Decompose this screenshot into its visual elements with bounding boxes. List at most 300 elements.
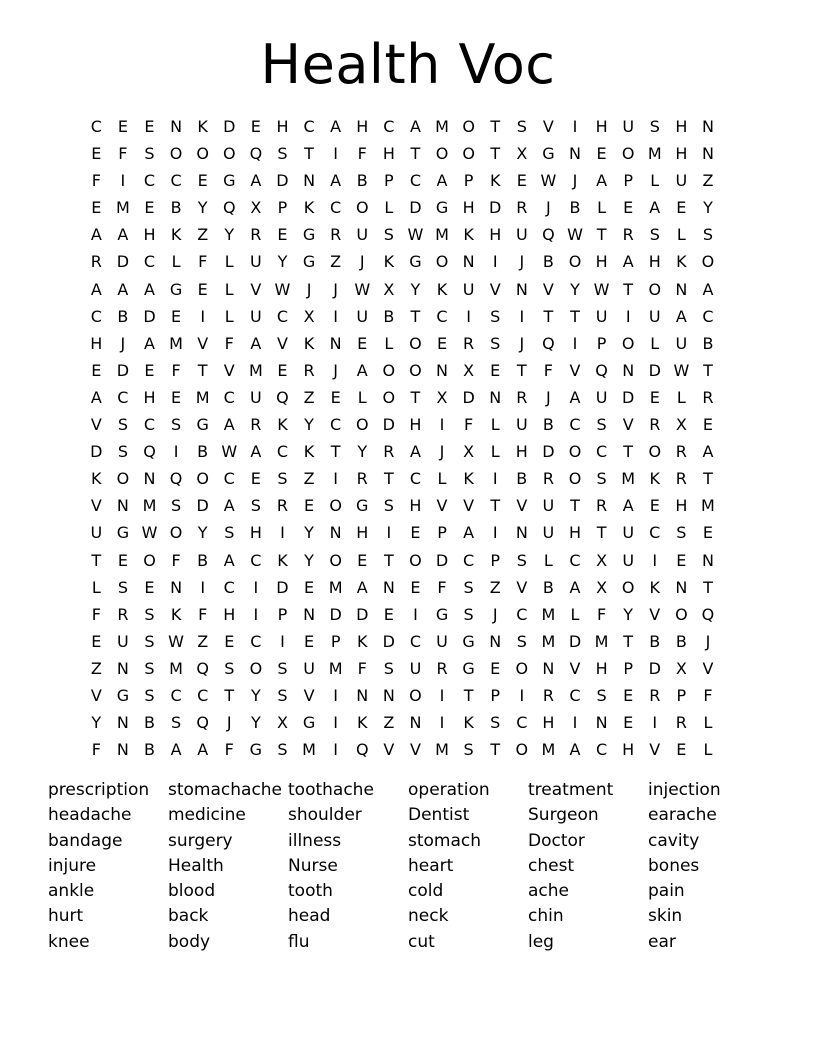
grid-letter: M [115,198,130,218]
grid-letter: O [435,252,449,272]
grid-letter: C [223,387,235,407]
grid-letter: O [701,252,715,272]
grid-letter: M [142,496,157,516]
grid-letter: O [409,685,422,705]
grid-letter: K [356,713,368,733]
grid-letter: S [596,685,607,705]
grid-letter: D [622,387,635,407]
grid-letter: V [197,333,209,353]
grid-letter: E [250,469,261,489]
grid-letter: O [249,658,263,678]
grid-letter: D [409,198,422,218]
grid-letter: A [144,279,155,299]
grid-letter: X [675,415,687,435]
grid-letter: A [596,171,608,191]
grid-letter: N [382,577,395,597]
grid-letter: K [277,415,288,435]
grid-letter: K [463,713,474,733]
grid-letter: K [303,198,315,218]
grid-letter: C [569,415,581,435]
grid-letter: C [649,523,661,543]
grid-letter: W [141,523,158,543]
grid-letter: S [702,225,714,245]
grid-letter: C [595,442,608,462]
grid-letter: V [649,604,661,624]
grid-letter: E [171,306,182,326]
word-list-item: Doctor [528,830,585,851]
grid-letter: E [91,198,102,218]
grid-letter: R [303,360,315,380]
grid-letter: E [91,360,102,380]
word-list-item: prescription [48,780,150,800]
grid-letter: C [170,171,182,191]
grid-letter: A [144,333,155,353]
grid-letter: X [436,387,448,407]
grid-letter: O [568,469,582,489]
grid-letter: X [596,550,608,570]
grid-letter: E [144,577,155,597]
grid-letter: S [117,415,128,435]
grid-letter: G [356,496,369,516]
grid-letter: J [306,279,312,299]
grid-letter: S [490,713,501,733]
grid-letter: C [702,306,714,326]
grid-letter: H [515,442,528,462]
grid-letter: A [250,333,262,353]
grid-letter: Y [623,604,634,624]
grid-letter: A [649,198,661,218]
grid-letter: C [569,685,581,705]
grid-letter: N [701,117,714,136]
grid-letter: K [463,225,474,245]
grid-letter: F [543,360,553,380]
grid-letter: K [277,550,288,570]
grid-letter: U [462,279,475,299]
grid-letter: A [117,279,129,299]
grid-letter: S [463,577,474,597]
grid-letter: G [542,144,555,164]
grid-letter: C [276,442,289,462]
grid-letter: A [250,442,262,462]
word-list-item: operation [408,780,490,800]
grid-letter: O [515,740,529,760]
grid-letter: F [703,685,713,705]
grid-letter: O [169,523,183,543]
grid-letter: R [117,604,129,624]
grid-letter: L [224,252,234,272]
grid-letter: T [596,523,607,543]
grid-letter: R [675,713,687,733]
grid-letter: D [382,415,395,435]
grid-letter: O [648,279,662,299]
grid-letter: S [463,740,474,760]
grid-letter: S [463,604,474,624]
grid-letter: V [383,740,395,760]
grid-letter: O [515,658,529,678]
grid-letter: C [223,577,235,597]
grid-letter: K [170,225,182,245]
grid-letter: I [519,685,525,705]
grid-letter: A [569,577,581,597]
grid-letter: L [490,442,500,462]
grid-letter: E [596,144,607,164]
word-list-item: injection [648,780,721,800]
grid-letter: S [596,415,607,435]
grid-letter: A [223,496,235,516]
grid-letter: S [117,442,128,462]
grid-letter: O [435,144,449,164]
grid-letter: Y [91,713,102,733]
grid-letter: I [333,469,338,489]
grid-letter: D [648,658,661,678]
grid-letter: Y [277,252,288,272]
word-list-item: skin [648,906,683,927]
grid-letter: I [280,631,285,651]
grid-letter: C [436,306,448,326]
grid-letter: H [462,198,475,218]
grid-letter: I [439,685,445,705]
grid-letter: M [169,333,183,353]
grid-letter: I [439,713,445,733]
grid-letter: V [569,658,581,678]
grid-letter: J [546,387,551,407]
grid-letter: H [568,523,581,543]
word-list-item: ankle [48,881,95,902]
grid-letter: E [516,171,527,191]
grid-letter: X [675,658,687,678]
grid-letter: N [701,144,714,164]
grid-letter: C [595,740,608,760]
grid-letter: K [303,442,315,462]
grid-letter: K [356,631,368,651]
grid-letter: C [90,117,102,136]
grid-letter: K [676,252,687,272]
grid-letter: L [543,550,553,570]
grid-letter: B [356,171,368,191]
grid-letter: T [570,496,580,516]
grid-letter: U [675,333,688,353]
grid-letter: A [223,550,235,570]
word-list-item: cavity [648,830,700,851]
grid-letter: I [333,740,338,760]
grid-letter: T [330,442,341,462]
grid-letter: U [303,658,315,678]
grid-letter: D [435,550,449,570]
grid-letter: T [623,442,634,462]
grid-letter: S [490,333,501,353]
grid-letter: E [490,360,501,380]
grid-letter: O [382,360,396,380]
grid-letter: I [280,523,285,543]
grid-letter: S [277,740,288,760]
grid-letter: F [91,604,101,624]
grid-letter: Q [196,713,209,733]
grid-letter: U [250,252,262,272]
grid-letter: B [117,306,129,326]
grid-letter: P [623,171,633,191]
word-list-item: chest [528,855,575,876]
grid-letter: E [303,577,315,597]
grid-letter: P [490,685,501,705]
word-list-item: injure [48,855,97,876]
grid-letter: C [90,306,102,326]
grid-letter: N [569,144,581,164]
grid-letter: D [356,604,369,624]
grid-letter: G [462,658,475,678]
grid-letter: D [568,631,582,651]
grid-letter: F [91,740,101,760]
grid-letter: N [701,550,714,570]
grid-letter: S [224,523,235,543]
grid-letter: V [90,685,102,705]
grid-letter: N [303,171,316,191]
grid-letter: L [650,171,660,191]
grid-letter: L [224,279,234,299]
grid-letter: H [90,333,103,353]
grid-letter: A [436,171,448,191]
grid-letter: I [492,523,498,543]
grid-letter: F [596,604,607,624]
grid-letter: S [144,658,155,678]
grid-letter: P [437,523,447,543]
grid-letter: L [437,469,447,489]
grid-letter: H [276,117,289,136]
word-list-item: cut [408,931,435,952]
grid-letter: Z [197,631,209,651]
grid-letter: V [569,360,581,380]
grid-letter: J [519,252,525,272]
grid-letter: K [197,117,208,136]
grid-letter: X [516,144,528,164]
grid-letter: L [676,225,686,245]
grid-letter: J [333,360,338,380]
grid-letter: N [436,360,448,380]
grid-letter: O [329,550,342,570]
grid-letter: Z [303,387,315,407]
grid-letter: A [197,740,209,760]
grid-letter: R [90,252,102,272]
grid-letter: X [463,442,475,462]
grid-letter: D [116,360,130,380]
grid-letter: I [333,713,338,733]
grid-letter: P [490,550,501,570]
grid-letter: C [409,631,421,651]
grid-letter: Z [383,713,395,733]
grid-letter: N [675,577,688,597]
grid-letter: O [621,333,635,353]
grid-letter: N [329,333,342,353]
grid-letter: R [356,469,368,489]
word-list-item: stomachache [168,780,283,800]
grid-letter: Q [542,225,555,245]
grid-letter: F [357,144,367,164]
grid-letter: A [170,740,182,760]
grid-letter: I [333,144,338,164]
grid-letter: Z [702,171,714,191]
grid-letter: O [169,144,183,164]
grid-letter: I [572,713,578,733]
grid-letter: C [143,415,156,435]
grid-letter: B [516,469,528,489]
grid-letter: O [196,144,209,164]
grid-letter: I [253,577,259,597]
grid-letter: S [516,117,527,136]
grid-letter: J [226,713,232,733]
grid-letter: U [595,306,608,326]
word-list-item: surgery [168,830,233,851]
grid-letter: Y [304,550,314,570]
grid-letter: G [302,713,316,733]
grid-letter: X [463,360,475,380]
grid-letter: E [357,333,368,353]
grid-letter: Y [250,713,261,733]
grid-letter: T [463,685,474,705]
grid-letter: K [91,469,102,489]
grid-letter: E [623,198,634,218]
grid-letter: W [221,442,238,462]
grid-letter: Z [303,469,315,489]
grid-letter: C [516,713,528,733]
grid-letter: T [410,306,421,326]
grid-letter: D [196,496,209,516]
grid-letter: S [383,496,394,516]
grid-letter: N [409,713,422,733]
grid-letter: E [676,550,687,570]
grid-letter: Z [197,225,209,245]
grid-letter: H [382,144,395,164]
grid-letter: U [90,523,103,543]
grid-letter: I [200,577,206,597]
grid-letter: T [383,550,394,570]
grid-letter: Q [542,333,555,353]
grid-letter: G [249,740,263,760]
word-list-item: medicine [168,805,246,826]
word-list-item: bandage [48,830,123,851]
grid-letter: I [253,604,259,624]
grid-letter: L [91,577,101,597]
grid-letter: M [328,658,343,678]
grid-letter: W [567,225,583,245]
grid-letter: H [143,225,156,245]
grid-letter: E [623,685,634,705]
grid-letter: F [91,171,101,191]
grid-letter: L [570,604,580,624]
grid-letter: C [330,415,342,435]
grid-letter: C [223,469,235,489]
grid-letter: A [223,415,235,435]
grid-letter: G [223,171,236,191]
grid-letter: U [250,387,262,407]
grid-letter: Y [410,279,421,299]
grid-letter: S [144,631,155,651]
grid-letter: A [702,442,714,462]
grid-letter: R [622,225,634,245]
grid-letter: O [409,333,422,353]
page-title: Health Voc [260,33,556,96]
grid-letter: E [91,144,102,164]
grid-letter: G [462,631,475,651]
grid-letter: F [171,360,181,380]
grid-letter: X [276,713,288,733]
grid-letter: F [118,144,128,164]
grid-letter: D [116,252,130,272]
grid-letter: J [572,171,578,191]
grid-letter: E [649,387,660,407]
grid-letter: I [386,523,392,543]
grid-letter: B [649,631,661,651]
grid-letter: D [90,442,103,462]
grid-letter: N [515,279,528,299]
grid-letter: X [250,198,262,218]
grid-letter: E [410,523,421,543]
grid-letter: K [649,469,661,489]
grid-letter: V [250,279,262,299]
grid-letter: U [356,225,369,245]
grid-letter: R [330,225,342,245]
word-list-item: illness [288,830,342,851]
grid-letter: E [410,577,421,597]
grid-letter: O [568,252,582,272]
grid-letter: Y [357,442,368,462]
grid-letter: G [116,685,130,705]
grid-letter: E [117,117,128,136]
grid-letter: A [250,171,262,191]
grid-letter: C [143,252,156,272]
grid-letter: A [330,171,342,191]
grid-letter: N [622,360,635,380]
grid-letter: O [382,387,396,407]
grid-letter: A [356,577,368,597]
grid-letter: N [595,713,608,733]
word-list-item: neck [408,906,449,927]
grid-letter: W [354,279,371,299]
grid-letter: E [436,333,448,353]
grid-letter: H [622,740,635,760]
word-list-item: toothache [288,780,374,800]
word-list-item: pain [648,881,685,902]
grid-letter: W [274,279,291,299]
grid-letter: T [570,306,580,326]
grid-letter: C [330,198,342,218]
word-list-item: back [168,906,209,927]
grid-letter: C [197,685,209,705]
grid-letter: S [490,306,501,326]
grid-letter: K [383,252,395,272]
grid-letter: O [462,144,475,164]
grid-letter: M [435,225,449,245]
grid-letter: S [649,117,660,136]
grid-letter: S [596,469,607,489]
grid-letter: J [333,279,338,299]
grid-letter: F [224,740,234,760]
grid-letter: H [675,496,688,516]
word-list-item: blood [168,881,216,902]
grid-letter: E [277,225,288,245]
grid-letter: E [303,496,315,516]
grid-letter: T [383,469,394,489]
grid-letter: M [248,360,263,380]
grid-letter: L [384,333,394,353]
grid-letter: H [409,415,422,435]
grid-letter: F [437,577,447,597]
grid-letter: Y [224,225,235,245]
grid-letter: H [223,604,236,624]
grid-letter: T [490,144,501,164]
grid-letter: S [144,604,155,624]
grid-letter: P [463,171,474,191]
grid-letter: A [90,225,102,245]
grid-letter: N [675,279,688,299]
